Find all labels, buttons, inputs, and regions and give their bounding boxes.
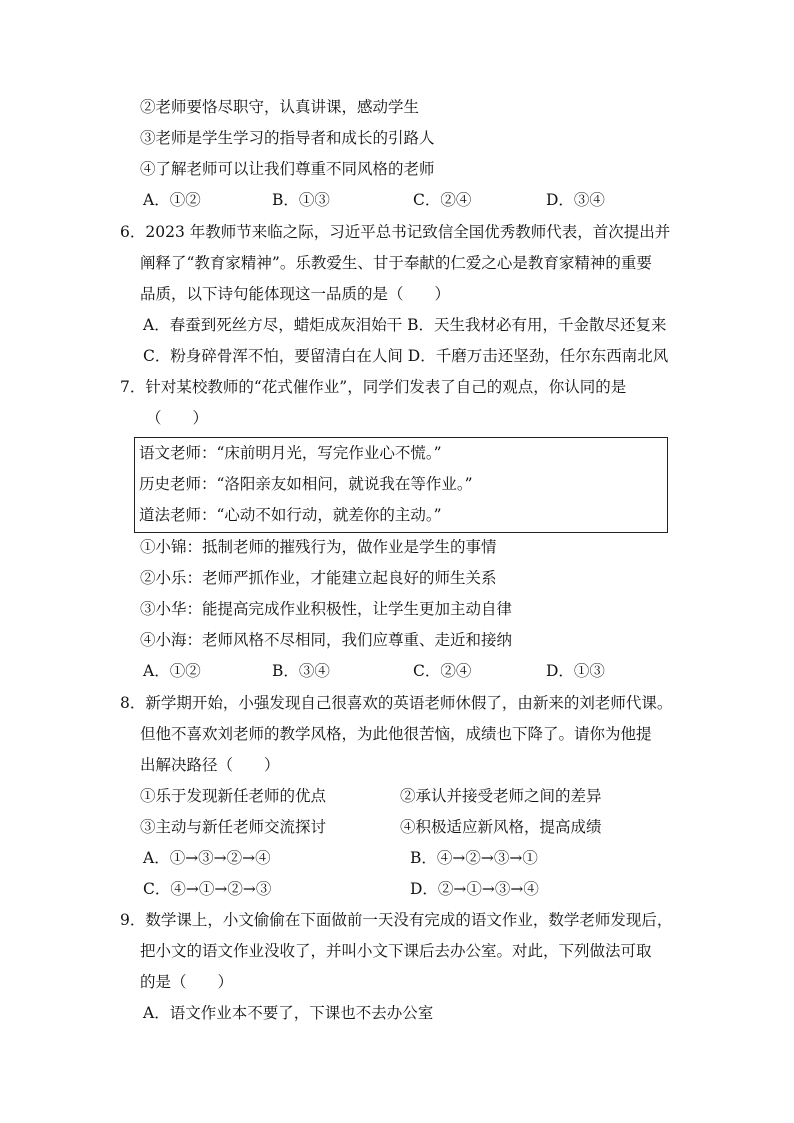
q8-stem-line-1: 8．新学期开始，小强发现自己很喜欢的英语老师休假了，由新来的刘老师代课。 (120, 694, 673, 712)
q6-stem-line-2: 阐释了“教育家精神”。乐教爱生、甘于奉献的仁爱之心是教育家精神的重要 (140, 254, 652, 272)
q5-statement-4: ④了解老师可以让我们尊重不同风格的老师 (140, 160, 435, 178)
q8-option-a: A．①→③→②→④ (143, 849, 271, 867)
q8-statement-1: ①乐于发现新任老师的优点 (140, 787, 327, 805)
q5-option-c: C．②④ (413, 191, 472, 209)
q7-option-d: D．①③ (546, 662, 605, 680)
q7-statement-2: ②小乐：老师严抓作业，才能建立起良好的师生关系 (140, 569, 497, 587)
q7-statement-4: ④小海：老师风格不尽相同，我们应尊重、走近和接纳 (140, 631, 513, 649)
q7-option-c: C．②④ (413, 662, 472, 680)
q9-stem-line-1: 9．数学课上，小文偷偷在下面做前一天没有完成的语文作业，数学老师发现后， (120, 911, 673, 929)
q6-options-line-1: A．春蚕到死丝方尽，蜡炬成灰泪始干 B．天生我材必有用，千金散尽还复来 (143, 316, 667, 334)
q8-statement-3: ③主动与新任老师交流探讨 (140, 818, 327, 836)
q5-option-a: A．①② (143, 191, 201, 209)
q8-statement-4: ④积极适应新风格，提高成绩 (400, 818, 602, 836)
q7-statement-1: ①小锦：抵制老师的摧残行为，做作业是学生的事情 (140, 538, 497, 556)
q9-stem-line-3: 的是（ ） (140, 973, 234, 991)
q7-option-a: A．①② (143, 662, 201, 680)
q5-statement-2: ②老师要恪尽职守，认真讲课，感动学生 (140, 98, 420, 116)
q7-statement-3: ③小华：能提高完成作业积极性，让学生更加主动自律 (140, 600, 513, 618)
q8-stem-line-3: 出解决路径（ ） (140, 756, 280, 774)
q5-statement-3: ③老师是学生学习的指导者和成长的引路人 (140, 129, 435, 147)
q6-options-line-2: C．粉身碎骨浑不怕，要留清白在人间 D．千磨万击还坚劲，任尔东西南北风 (143, 347, 669, 365)
q7-quote-morality-teacher: 道法老师：“心动不如行动，就差你的主动。” (139, 506, 442, 524)
q5-option-d: D．③④ (546, 191, 605, 209)
q8-option-b: B．④→②→③→① (410, 849, 538, 867)
q9-option-a: A．语文作业本不要了，下课也不去办公室 (143, 1004, 434, 1022)
q7-quote-box (134, 437, 668, 533)
q8-statement-2: ②承认并接受老师之间的差异 (400, 787, 602, 805)
q5-option-b: B．①③ (272, 191, 330, 209)
q6-stem-line-1: 6．2023 年教师节来临之际，习近平总书记致信全国优秀教师代表，首次提出并 (120, 223, 671, 241)
q7-stem-line-2: （ ） (146, 409, 209, 427)
q8-option-d: D．②→①→③→④ (410, 880, 539, 898)
q9-stem-line-2: 把小文的语文作业没收了，并叫小文下课后去办公室。对此，下列做法可取 (140, 942, 652, 960)
q8-option-c: C．④→①→②→③ (143, 880, 272, 898)
q7-quote-history-teacher: 历史老师：“洛阳亲友如相问，就说我在等作业。” (139, 475, 473, 493)
q8-stem-line-2: 但他不喜欢刘老师的教学风格，为此他很苦恼，成绩也下降了。请你为他提 (140, 725, 652, 743)
q7-quote-chinese-teacher: 语文老师：“床前明月光，写完作业心不慌。” (139, 444, 442, 462)
q7-option-b: B．③④ (272, 662, 330, 680)
q6-stem-line-3: 品质，以下诗句能体现这一品质的是（ ） (140, 285, 451, 303)
q7-stem-line-1: 7．针对某校教师的“花式催作业”，同学们发表了自己的观点，你认同的是 (120, 378, 627, 396)
